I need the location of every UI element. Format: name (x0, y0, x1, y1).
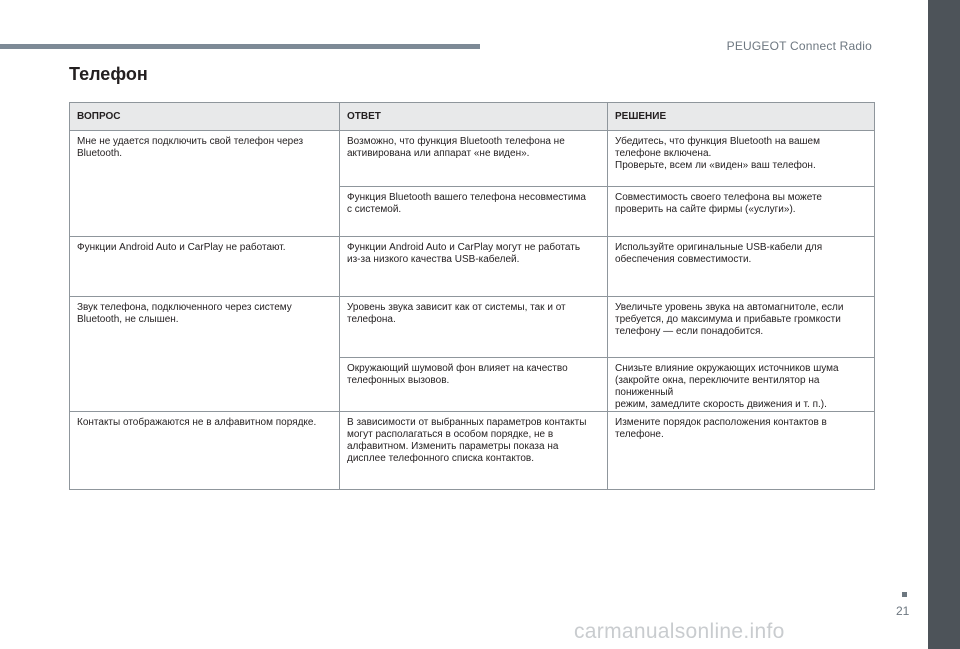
running-header: PEUGEOT Connect Radio (726, 39, 872, 53)
answer-cell: Уровень звука зависит как от системы, так и от телефона. (340, 297, 608, 358)
solution-cell: Снизьте влияние окружающих источников шума (закройте окна, переключите вентилятор на пониженный режим, замедлите скорость движения и т. п.). (608, 358, 875, 412)
header-rule (0, 44, 480, 49)
faq-table (69, 102, 875, 490)
answer-cell: В зависимости от выбранных параметров контакты могут располагаться в особом порядке, не в алфавитном. Изменить параметры показа на дисплее телефонного списка контактов. (340, 412, 608, 490)
page-marker (902, 592, 907, 597)
question-cell: Мне не удается подключить свой телефон через Bluetooth. (70, 131, 340, 237)
table-row (70, 297, 875, 358)
column-header-answer: ОТВЕТ (340, 103, 608, 131)
table-row (70, 237, 875, 297)
answer-cell: Возможно, что функция Bluetooth телефона не активирована или аппарат «не виден». (340, 131, 608, 187)
solution-cell: Совместимость своего телефона вы можете проверить на сайте фирмы («услуги»). (608, 187, 875, 237)
page-title: Телефон (69, 64, 148, 84)
side-band (928, 0, 960, 649)
table-row (70, 131, 875, 187)
solution-cell: Убедитесь, что функция Bluetooth на вашем телефоне включена. Проверьте, всем ли «виден» ваш телефон. (608, 131, 875, 187)
answer-cell: Окружающий шумовой фон влияет на качество телефонных вызовов. (340, 358, 608, 412)
solution-cell: Измените порядок расположения контактов в телефоне. (608, 412, 875, 490)
solution-cell: Увеличьте уровень звука на автомагнитоле, если требуется, до максимума и прибавьте громкости телефону — если понадобится. (608, 297, 875, 358)
column-header-question: ВОПРОС (70, 103, 340, 131)
page-number: 21 (896, 604, 910, 618)
column-header-solution: РЕШЕНИЕ (608, 103, 875, 131)
answer-cell: Функция Bluetooth вашего телефона несовместима с системой. (340, 187, 608, 237)
answer-cell: Функции Android Auto и CarPlay могут не работать из-за низкого качества USB-кабелей. (340, 237, 608, 297)
question-cell: Звук телефона, подключенного через систему Bluetooth, не слышен. (70, 297, 340, 412)
table-header-row (70, 103, 875, 131)
solution-cell: Используйте оригинальные USB-кабели для обеспечения совместимости. (608, 237, 875, 297)
question-cell: Функции Android Auto и CarPlay не работают. (70, 237, 340, 297)
table-row (70, 412, 875, 490)
watermark: carmanualsonline.info (574, 620, 785, 643)
question-cell: Контакты отображаются не в алфавитном порядке. (70, 412, 340, 490)
